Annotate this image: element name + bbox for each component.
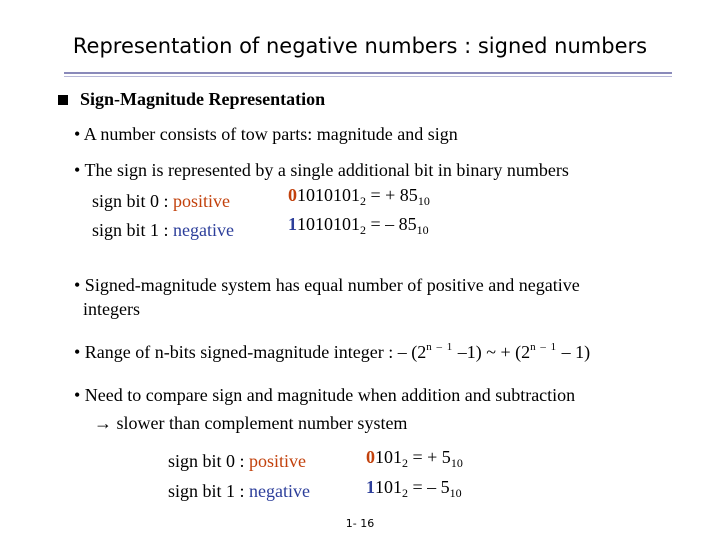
exponent: n – 1 <box>530 341 558 353</box>
magnitude-bits: 101 <box>375 477 402 497</box>
bullet-sign-bit: • The sign is represented by a single additional bit in binary numbers <box>74 160 569 180</box>
positive-word: positive <box>249 451 307 471</box>
example2-positive-binary <box>366 447 463 471</box>
example2-negative-binary <box>366 477 462 501</box>
page-number: 1- 16 <box>345 517 375 530</box>
example1-negative-label <box>92 220 234 241</box>
sign-bit-label: sign bit 1 : <box>168 481 250 501</box>
positive-word: positive <box>173 191 231 211</box>
decimal-value: = + 85 <box>366 185 418 205</box>
base-subscript: 2 <box>402 486 408 500</box>
title-divider <box>64 72 672 74</box>
bullet-range <box>74 341 590 363</box>
section-heading: Sign-Magnitude Representation <box>80 89 326 109</box>
base-subscript: 2 <box>360 223 366 237</box>
bullet-equal-count: • Signed-magnitude system has equal number of positive and negative <box>74 275 580 295</box>
decimal-value: = + 5 <box>408 447 451 467</box>
bullet-compare: • Need to compare sign and magnitude when addition and subtraction <box>74 385 576 405</box>
base-subscript: 10 <box>449 486 462 500</box>
negative-word: negative <box>173 220 234 240</box>
slide-title: Representation of negative numbers : signed numbers <box>72 34 648 58</box>
base-subscript: 10 <box>417 194 430 208</box>
bullet-equal-count-cont: integers <box>83 299 140 319</box>
sign-bit-zero: 0 <box>288 185 297 205</box>
base-subscript: 2 <box>360 194 366 208</box>
example1-positive-label <box>92 191 230 212</box>
sign-bit-label: sign bit 0 : <box>168 451 250 471</box>
bullet-compare-cont: → slower than complement number system <box>94 413 408 433</box>
decimal-value: = – 5 <box>408 477 450 497</box>
magnitude-bits: 1010101 <box>297 214 360 234</box>
example2-positive-label <box>168 451 306 472</box>
range-suffix: – 1) <box>557 342 591 362</box>
base-subscript: 10 <box>416 223 429 237</box>
sign-bit-label: sign bit 1 : <box>92 220 174 240</box>
range-prefix: • Range of n-bits signed-magnitude integer : – (2 <box>74 342 427 362</box>
base-subscript: 10 <box>450 456 463 470</box>
negative-word: negative <box>249 481 310 501</box>
sign-bit-one: 1 <box>288 214 297 234</box>
magnitude-bits: 1010101 <box>297 185 360 205</box>
range-mid: –1) ~ + (2 <box>453 342 531 362</box>
bullet-two-parts: • A number consists of tow parts: magnitude and sign <box>74 124 458 144</box>
sign-bit-zero: 0 <box>366 447 375 467</box>
example2-negative-label <box>168 481 310 502</box>
example1-negative-binary <box>288 214 429 238</box>
decimal-value: = – 85 <box>366 214 417 234</box>
square-bullet-icon <box>58 95 68 105</box>
sign-bit-label: sign bit 0 : <box>92 191 174 211</box>
magnitude-bits: 101 <box>375 447 402 467</box>
base-subscript: 2 <box>402 456 408 470</box>
sign-bit-one: 1 <box>366 477 375 497</box>
title-divider-thin <box>64 76 672 77</box>
example1-positive-binary <box>288 185 430 209</box>
exponent: n – 1 <box>426 341 454 353</box>
